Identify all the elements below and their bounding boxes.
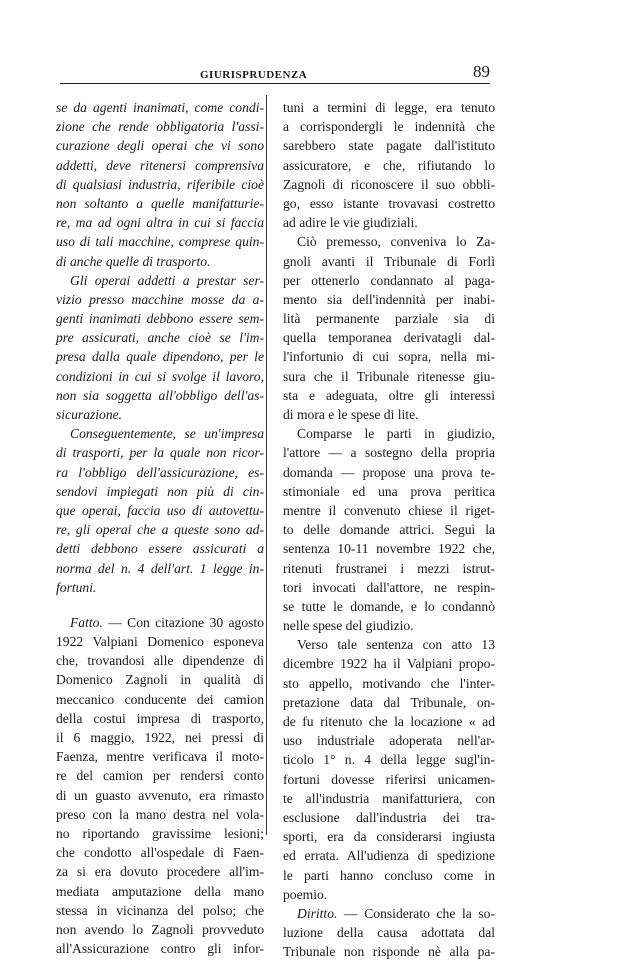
text-line: l'attore — a sostegno della propria [283,445,495,461]
text-line: norma del n. 4 dell'art. 1 legge in- [56,560,264,576]
text-line: zione che rende obbligatoria l'assi- [56,119,264,135]
text-line: non avendo lo Zagnoli provveduto [56,921,264,937]
maxim-paragraph-2 [56,271,264,425]
text-line: sicurazione. [56,407,123,422]
text-line: che, trovandosi alle dipendenze di [56,653,264,669]
maxim-paragraph-3 [56,424,264,597]
diritto-first-line-text: — Considerato che la so- [337,905,495,921]
text-line: uso di tali macchine, comprese quin- [56,234,264,250]
text-line: stessa in vicinanza del polso; che [56,902,264,918]
text-line: non sia soggetta all'obbligo dell'as- [56,387,264,403]
text-line: di trasporti, per la quale non ricor- [56,445,264,461]
text-line: tori invocati dall'attore, ne respin- [283,579,495,595]
text-line: se da agenti inanimati, come condi- [56,100,264,115]
text-line: to delle domande attrici. Seguì la [283,522,495,538]
text-line: il 6 maggio, 1922, nei pressi di [56,730,264,745]
text-line: Faenza, mentre verificava il moto- [56,749,264,765]
text-line: per ottenerlo condannato al paga- [283,272,495,288]
text-line: sarebbero state pagate dall'istituto [283,138,495,154]
paragraph-3 [283,424,495,635]
text-line: Zagnoli di riconoscere il suo obbli- [283,176,495,192]
text-line: vizio presso macchine mosse da a- [56,291,264,307]
text-line: tuni a termini di legge, era tenuto [283,100,495,115]
text-line: mento sia dell'indennità per inabi- [283,291,495,307]
text-line: Tribunale non risponde nè alla pa- [283,944,495,960]
text-line: esclusione dall'industria dei tra- [283,809,495,825]
text-line: ed errata. All'udienza di spedizione [283,848,495,864]
text-line: 1922 Valpiani Domenico esponeva [56,634,264,650]
text-line: ticolo 1° n. 4 della legge sugl'in- [283,752,495,768]
diritto-paragraph [283,904,495,961]
text-line: che condotto all'ospedale di Faen- [56,845,264,861]
text-line: pre assicurati, anche cioè se l'im- [56,330,264,346]
text-line: re, ma ad ogni altra in cui si faccia [56,215,264,231]
text-line: lità permanente parziale sia di [283,311,495,327]
text-line: assicuratore, e che, rifiutando lo [283,157,495,173]
diritto-body [283,923,495,961]
text-line: di mora e le spese di lite. [283,407,419,422]
text-line: se tutte le domande, e lo condannò [283,598,495,614]
fatto-first-line-text: — Con citazione 30 agosto [102,614,264,630]
text-line: Gli operai addetti a prestar ser- [70,272,264,288]
text-line: le parti hanno concluso come in [283,867,495,883]
text-line: de fu ritenuto che la locazione « ad [283,714,495,729]
text-line: Ciò premesso, conveniva lo Za- [297,234,495,250]
text-line: di qualsiasi industria, riferibile cioè [56,176,264,192]
text-line: sta e adeguata, oltre gli interessi [283,387,495,403]
text-line: non soltanto a quelle manifatturie- [56,195,264,211]
text-line: dicembre 1922 ha il Valpiani propo- [283,656,495,672]
text-line: fortuni dovesse riferirsi unicamen- [283,771,495,787]
text-line: preso con la mano destra nel vola- [56,806,264,822]
text-line: condizioni in cui si svolge il lavoro, [56,368,264,384]
text-line: pretazione data dal Tribunale, on- [283,694,495,710]
text-line: sentenza 10-11 novembre 1922 che, [283,541,495,557]
fatto-first-line [56,613,264,632]
text-line: domanda — propose una prova te- [283,464,495,480]
text-line: re, gli operai che a queste sono ad- [56,522,264,538]
text-line: di anche quelle di trasporto. [56,253,211,269]
text-line: l'infortunio di cui sopra, nella mi- [283,349,495,365]
diritto-label: Diritto. [297,905,338,921]
fatto-label: Fatto. [70,614,103,630]
text-line: di un guasto avvenuto, era rimasto [56,787,264,803]
text-line: curazione degli operai che vi sono [56,138,264,154]
page-number: 89 [473,62,490,81]
text-line: stimoniale ed una prova peritica [283,483,495,499]
text-line: Verso tale sentenza con atto 13 [297,637,495,653]
page-header [60,62,490,84]
text-line: Domenico Zagnoli in qualità di [56,672,264,688]
text-line: mentre il convenuto chiese il riget- [283,502,495,518]
text-line: meccanico conducente dei camion [56,691,264,707]
text-line: della costui impresa di trasporto, [56,710,264,726]
text-line: presa dalla quale dipendono, per le [56,349,264,365]
header-rule [60,83,490,84]
text-line: sura che il Tribunale ritenesse giu- [283,368,495,384]
diritto-first-line [283,904,495,923]
text-line: uso industriale adoperata nell'ar- [283,733,495,749]
left-column [56,98,264,958]
text-line: sendovi impiegati non più di cin- [56,483,264,499]
text-line: gnoli avanti il Tribunale di Forlì [283,253,495,269]
text-line: poemio. [283,886,328,902]
text-line: te all'industria manifatturiera, con [283,790,495,806]
text-line: a corrispondergli le indennità che [283,119,495,135]
column-divider [266,95,267,835]
text-line: go, esso istante trovavasi costretto [283,195,495,211]
text-line: sporti, era da considerarsi ingiusta [283,829,495,845]
text-line: addetti, deve ritenersi comprensiva [56,157,264,173]
text-line: fortuni. [56,579,97,595]
text-line: all'Assicurazione contro gli infor- [56,941,264,957]
text-line: sto appello, motivando che l'inter- [283,675,495,691]
paragraph-2 [283,232,495,424]
fatto-body [56,632,264,958]
text-line: ad adire le vie giudiziali. [283,215,418,231]
text-line: nelle spese del giudizio. [283,618,414,634]
right-column [283,98,495,961]
text-line: luzione della causa adottata dal [283,925,495,941]
text-line: ritenuti frustranei i mezzi istrut- [283,560,495,576]
text-line: ra l'obbligo dell'assicurazione, es- [56,464,264,480]
fatto-paragraph [56,613,264,958]
text-line: no riportando gravissime lesioni; [56,825,264,841]
text-line: mediata amputazione della mano [56,883,264,899]
text-line: Conseguentemente, se un'impresa [70,426,264,442]
text-line: que operai, faccia uso di autovettu- [56,502,264,518]
text-line: za si era dovuto procedere all'im- [56,864,264,880]
paragraph-1 [283,98,495,232]
text-line: genti inanimati debbono essere sem- [56,311,264,327]
paragraph-4 [283,635,495,904]
section-gap [56,597,264,613]
text-line: quella temporanea derivatagli dal- [283,330,495,346]
maxim-paragraph-1 [56,98,264,271]
text-line: detti debbono essere assicurati a [56,541,264,557]
text-line: Comparse le parti in giudizio, [297,426,495,442]
running-head: GIURISPRUDENZA [200,69,308,81]
text-line: re del camion per rendersi conto [56,768,264,784]
